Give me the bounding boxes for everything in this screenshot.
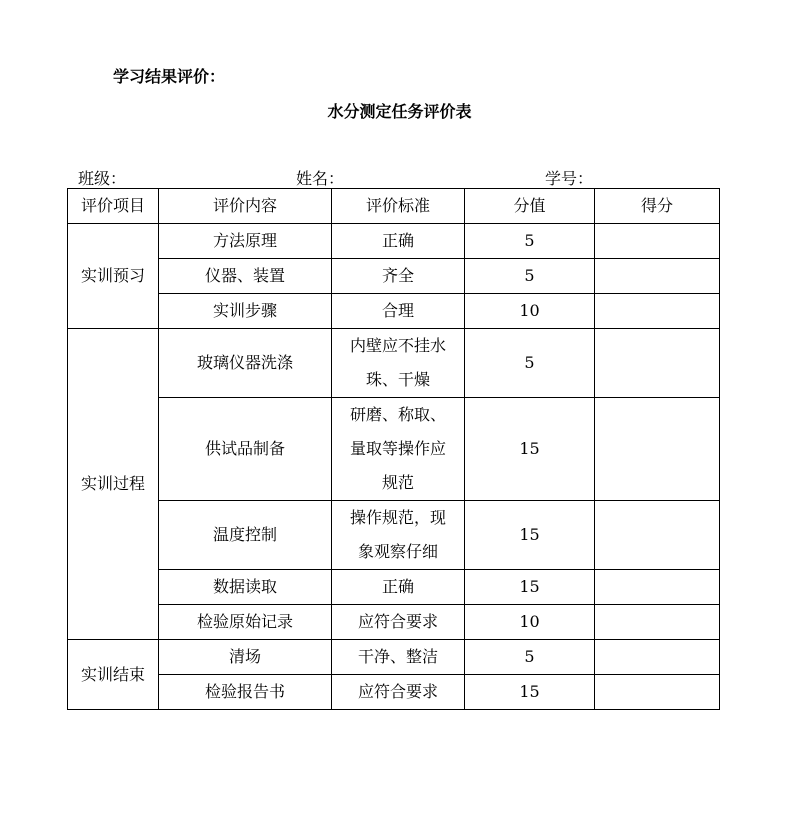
earned-score-cell[interactable] bbox=[595, 224, 720, 259]
row-score: 15 bbox=[465, 501, 595, 570]
header-score: 分值 bbox=[465, 189, 595, 224]
form-title: 水分测定任务评价表 bbox=[327, 102, 472, 121]
table-row bbox=[68, 675, 720, 710]
header-standard: 评价标准 bbox=[332, 189, 465, 224]
table-header-row bbox=[68, 189, 720, 224]
row-score: 5 bbox=[465, 224, 595, 259]
row-standard: 齐全 bbox=[332, 259, 465, 294]
earned-score-cell[interactable] bbox=[595, 570, 720, 605]
standard-line: 量取等操作应 bbox=[349, 439, 446, 458]
evaluation-table bbox=[67, 188, 720, 710]
group-name: 实训过程 bbox=[68, 329, 159, 640]
row-content: 温度控制 bbox=[159, 501, 332, 570]
row-standard: 正确 bbox=[332, 224, 465, 259]
student-id-label: 学号： bbox=[545, 169, 594, 188]
row-score: 10 bbox=[465, 294, 595, 329]
row-score: 5 bbox=[465, 640, 595, 675]
standard-line: 珠、干燥 bbox=[365, 370, 430, 389]
table-row bbox=[68, 501, 720, 570]
name-label: 姓名： bbox=[296, 169, 345, 188]
row-content: 检验原始记录 bbox=[159, 605, 332, 640]
standard-line: 研磨、称取、 bbox=[349, 405, 446, 424]
earned-score-cell[interactable] bbox=[595, 501, 720, 570]
earned-score-cell[interactable] bbox=[595, 294, 720, 329]
row-content: 方法原理 bbox=[159, 224, 332, 259]
earned-score-cell[interactable] bbox=[595, 605, 720, 640]
row-content: 清场 bbox=[159, 640, 332, 675]
table-row bbox=[68, 398, 720, 501]
table-row bbox=[68, 259, 720, 294]
earned-score-cell[interactable] bbox=[595, 675, 720, 710]
table-row bbox=[68, 329, 720, 398]
standard-line: 操作规范，现 bbox=[349, 508, 446, 527]
row-standard: 应符合要求 bbox=[332, 675, 465, 710]
standard-line: 内壁应不挂水 bbox=[349, 336, 446, 355]
row-content: 检验报告书 bbox=[159, 675, 332, 710]
row-score: 5 bbox=[465, 329, 595, 398]
table-row bbox=[68, 640, 720, 675]
earned-score-cell[interactable] bbox=[595, 259, 720, 294]
row-standard bbox=[332, 501, 465, 570]
row-score: 5 bbox=[465, 259, 595, 294]
row-standard: 干净、整洁 bbox=[332, 640, 465, 675]
earned-score-cell[interactable] bbox=[595, 640, 720, 675]
row-standard: 合理 bbox=[332, 294, 465, 329]
row-content: 玻璃仪器洗涤 bbox=[159, 329, 332, 398]
row-standard: 应符合要求 bbox=[332, 605, 465, 640]
section-heading: 学习结果评价： bbox=[113, 67, 226, 86]
row-score: 15 bbox=[465, 675, 595, 710]
earned-score-cell[interactable] bbox=[595, 329, 720, 398]
earned-score-cell[interactable] bbox=[595, 398, 720, 501]
header-earned: 得分 bbox=[595, 189, 720, 224]
row-score: 15 bbox=[465, 570, 595, 605]
table-row bbox=[68, 224, 720, 259]
row-standard: 正确 bbox=[332, 570, 465, 605]
table-row bbox=[68, 294, 720, 329]
standard-line: 规范 bbox=[381, 473, 414, 492]
row-score: 15 bbox=[465, 398, 595, 501]
table-row bbox=[68, 570, 720, 605]
row-content: 实训步骤 bbox=[159, 294, 332, 329]
header-content: 评价内容 bbox=[159, 189, 332, 224]
row-standard bbox=[332, 329, 465, 398]
row-score: 10 bbox=[465, 605, 595, 640]
table-row bbox=[68, 605, 720, 640]
row-content: 数据读取 bbox=[159, 570, 332, 605]
row-content: 仪器、装置 bbox=[159, 259, 332, 294]
row-standard bbox=[332, 398, 465, 501]
class-label: 班级： bbox=[78, 169, 127, 188]
standard-line: 象观察仔细 bbox=[357, 542, 438, 561]
row-content: 供试品制备 bbox=[159, 398, 332, 501]
header-item: 评价项目 bbox=[68, 189, 159, 224]
group-name: 实训结束 bbox=[68, 640, 159, 710]
group-name: 实训预习 bbox=[68, 224, 159, 329]
